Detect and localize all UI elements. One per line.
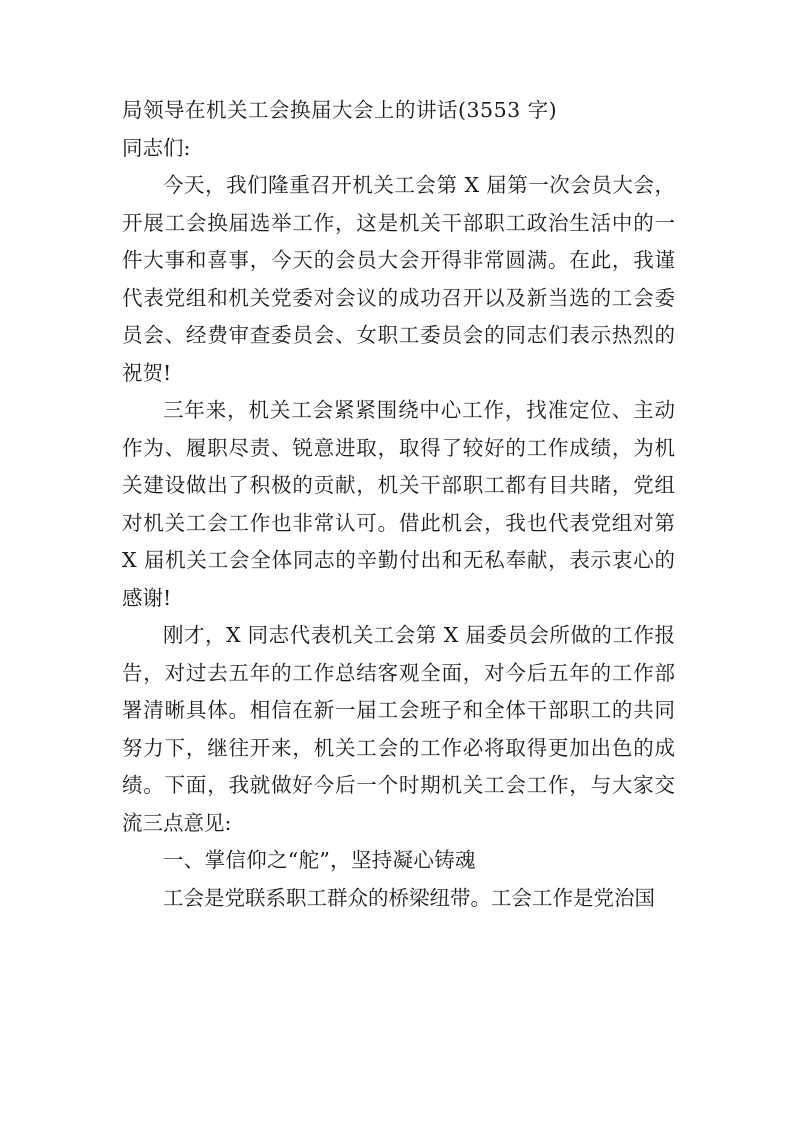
salutation: 同志们: — [122, 135, 191, 160]
document-title: 局领导在机关工会换届大会上的讲话(3553 字) — [122, 98, 558, 122]
paragraph-achievements: 三年来，机关工会紧紧围绕中心工作，找准定位、主动作为、履职尽责、锐意进取，取得了较好的工作成绩，为机关建设做出了积极的贡献，机关干部职工都有目共睹，党组对机关工会工作也非常认可。借此机会，我也代表党组对第 X 届机关工会全体同志的辛勤付出和无私奉献，表示衷心的感谢! — [122, 398, 675, 610]
paragraph-report: 刚才，X 同志代表机关工会第 X 届委员会所做的工作报告，对过去五年的工作总结客观全面，对今后五年的工作部署清晰具体。相信在新一届工会班子和全体干部职工的共同努力下，继往开来，机关工会的工作必将取得更加出色的成绩。下面，我就做好今后一个时期机关工会工作，与大家交流三点意见: — [122, 623, 675, 835]
paragraph-opening: 今天，我们隆重召开机关工会第 X 届第一次会员大会，开展工会换届选举工作，这是机关干部职工政治生活中的一件大事和喜事，今天的会员大会开得非常圆满。在此，我谨代表党组和机关党委对会议的成功召开以及新当选的工会委员会、经费审查委员会、女职工委员会的同志们表示热烈的祝贺! — [122, 173, 675, 385]
paragraph-section-one: 工会是党联系职工群众的桥梁纽带。工会工作是党治国 — [163, 885, 655, 910]
document-body — [122, 92, 675, 917]
section-heading: 一、掌信仰之“舵”，坚持凝心铸魂 — [163, 848, 476, 872]
